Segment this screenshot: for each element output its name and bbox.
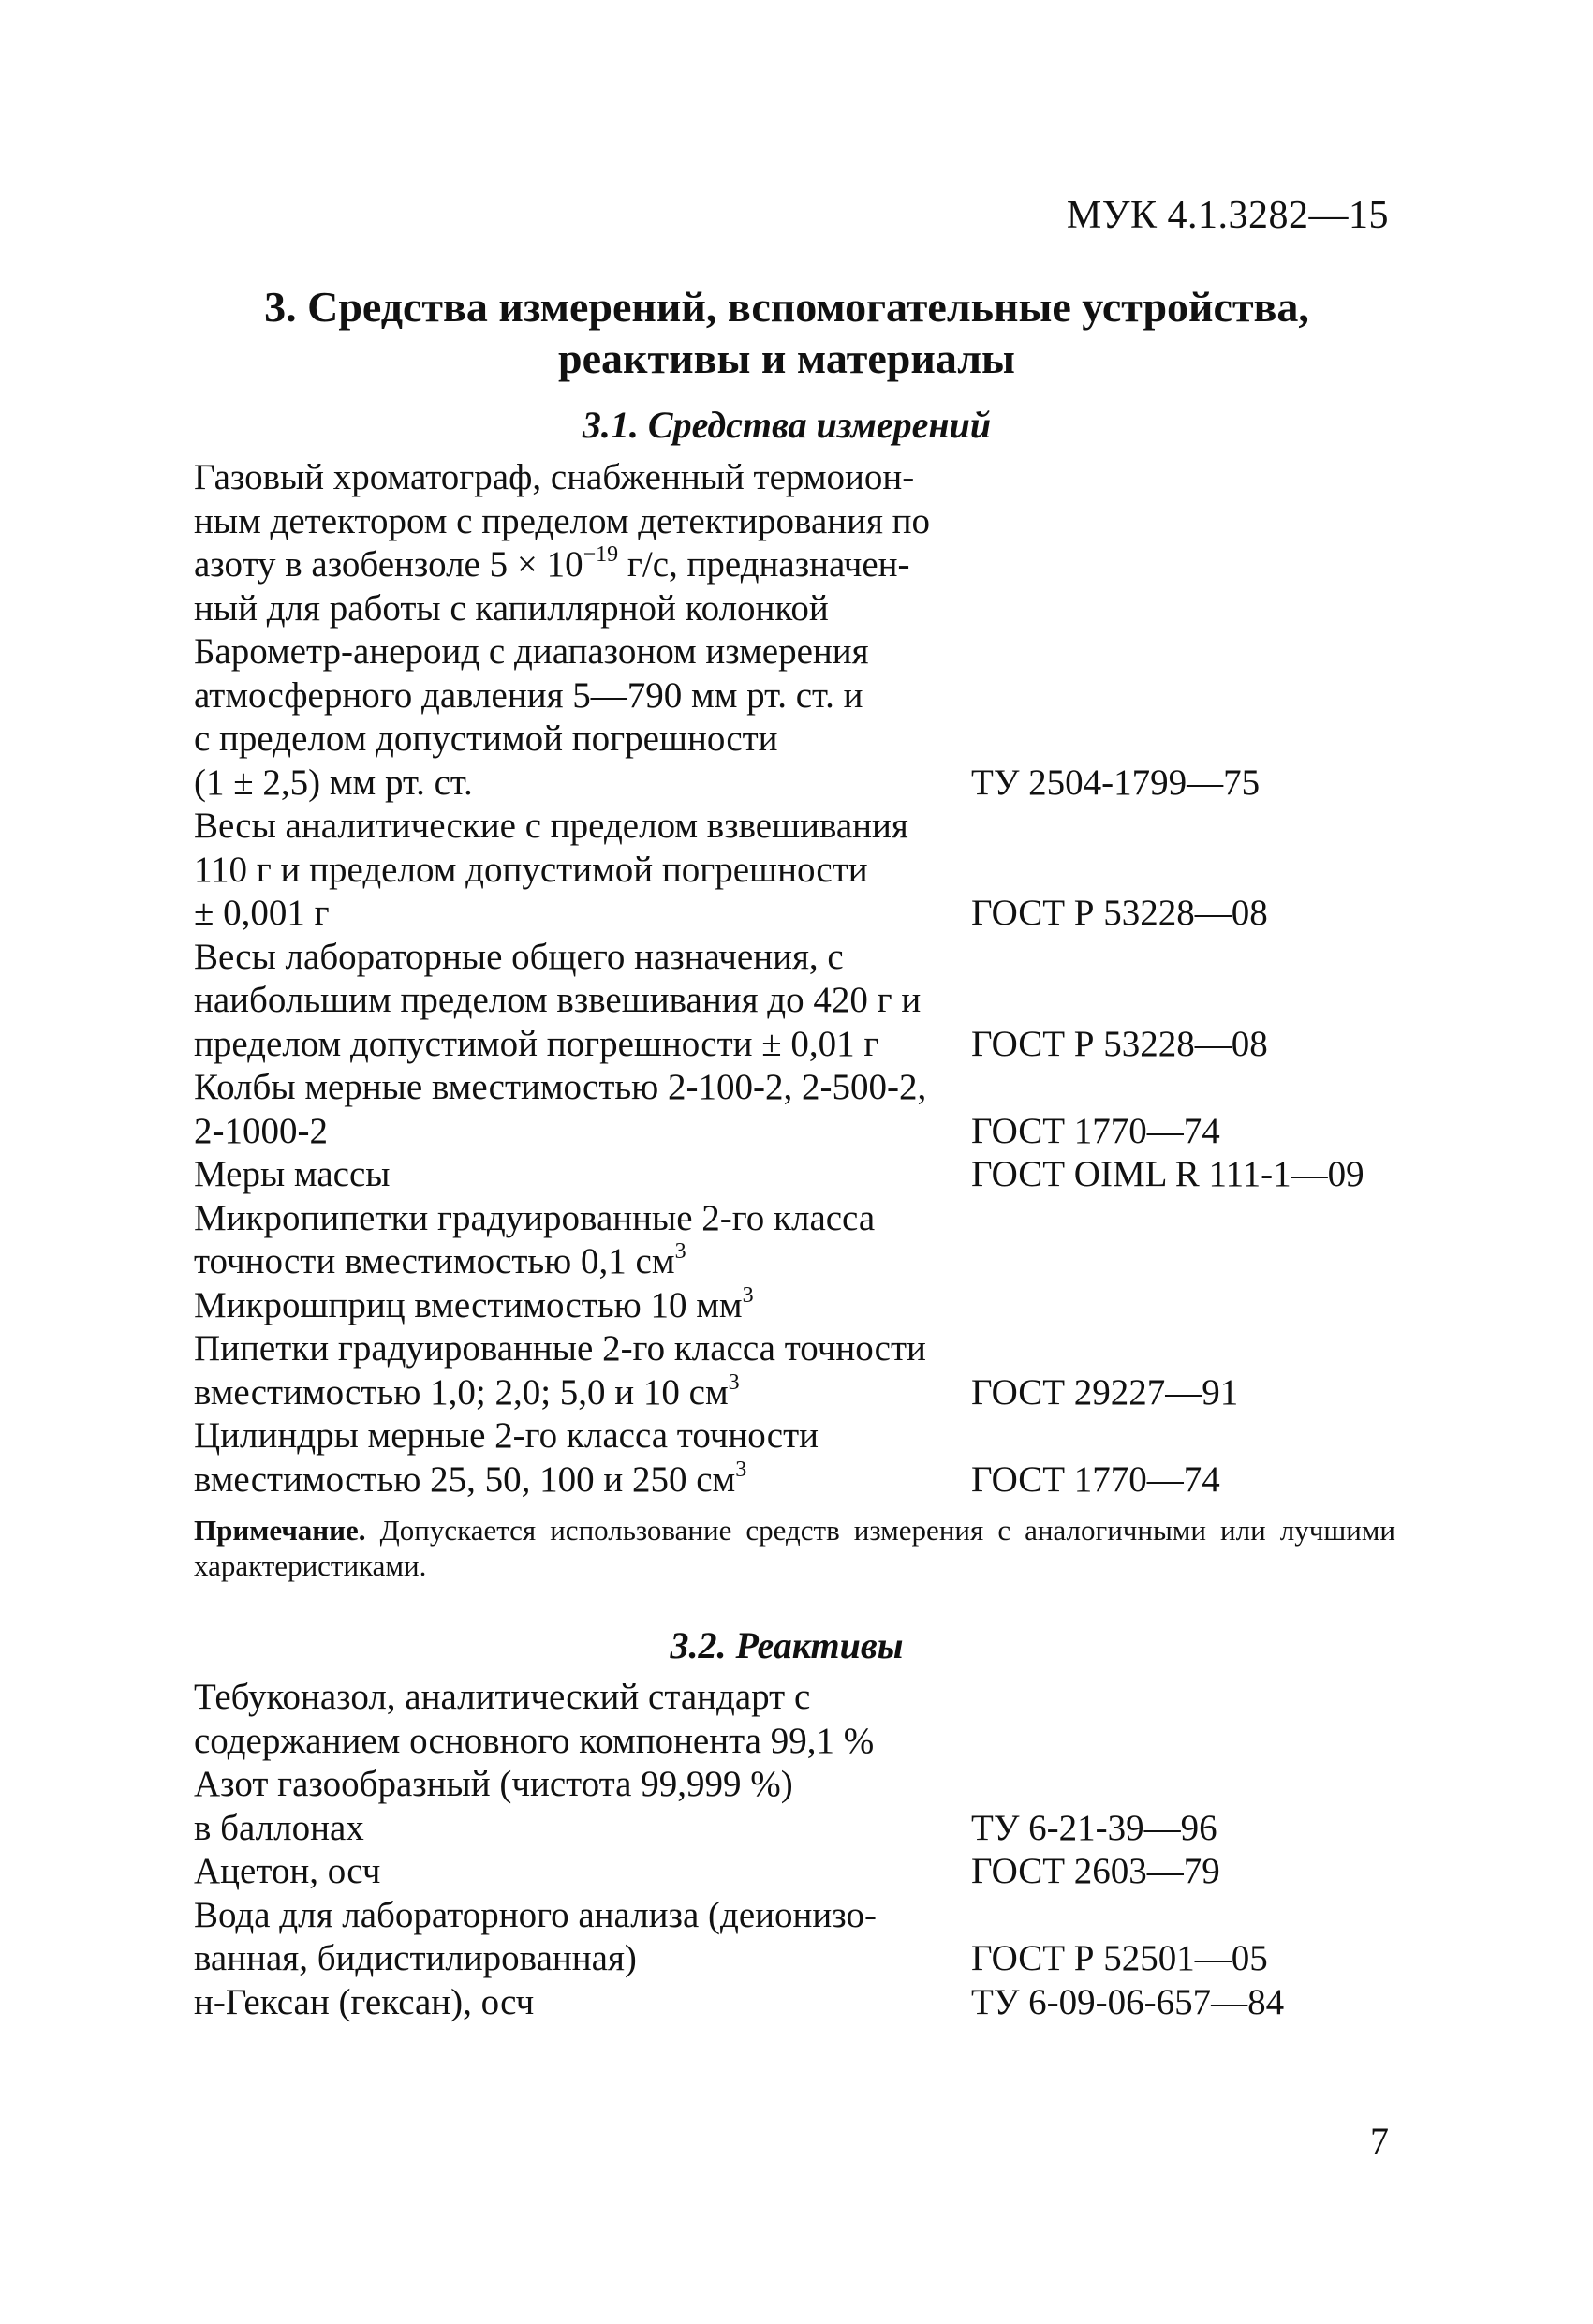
standard-reference: ТУ 6-09-06-657—84: [971, 1981, 1285, 2022]
list-item: Барометр-анероид с диапазоном измерения атмосферного давления 5—790 мм рт. ст. и с пределом допустимой погрешности (1 ± 2,5) мм рт. ст. ТУ 2504-1799—75: [194, 630, 1411, 805]
reagents-heading: 3.2. Реактивы: [670, 1624, 904, 1666]
list-item: Весы аналитические с пределом взвешивания 110 г и пределом допустимой погрешности ± 0,001 г ГОСТ Р 53228—08: [194, 805, 1411, 936]
standard-reference: ТУ 2504-1799—75: [971, 762, 1261, 803]
standard-reference: ГОСТ Р 52501—05: [971, 1938, 1268, 1978]
standard-reference: ГОСТ Р 53228—08: [971, 1023, 1268, 1064]
standard-reference: ГОСТ 29227—91: [971, 1371, 1239, 1413]
list-item: Газовый хроматограф, снабженный термоион- ным детектором с пределом детектирования по азоту в азобензоле $5 \times 10^{-19}$ г/с, предназначен- ный для работы с капиллярной колонкой: [194, 457, 931, 629]
list-item: Вода для лабораторного анализа (деионизо- ванная, бидистилированная) ГОСТ Р 52501—05: [194, 1894, 1411, 1981]
list-item: Азот газообразный (чистота 99,999 %) в баллонах ТУ 6-21-39—96: [194, 1763, 1411, 1850]
list-item: Весы лабораторные общего назначения, с наибольшим пределом взвешивания до 420 г и пределом допустимой погрешности ± 0,01 г ГОСТ Р 53228—08: [194, 936, 1411, 1067]
list-item: Колбы мерные вместимостью 2-100-2, 2-500-2, 2-1000-2 ГОСТ 1770—74: [194, 1066, 1411, 1153]
list-item: Ацетон, осч ГОСТ 2603—79: [194, 1850, 1411, 1894]
instruments-heading: 3.1. Средства измерений: [582, 404, 992, 446]
section-title-line: реактивы и материалы: [558, 334, 1015, 382]
standard-reference: ГОСТ Р 53228—08: [971, 893, 1268, 933]
note: [194, 1513, 1395, 1584]
reagents-list: [194, 1676, 1411, 2024]
section-title: [187, 281, 1386, 384]
document-code: МУК 4.1.3282—15: [1066, 194, 1389, 237]
list-item: Микропипетки градуированные 2-го класса точности вместимостью 0,1 $см^3$: [194, 1197, 876, 1281]
list-item: Меры массы ГОСТ OIML R 111-1—09: [194, 1153, 1411, 1197]
list-item: Цилиндры мерные 2-го класса точности вместимостью 25, 50, 100 и 250 $см^3$ ГОСТ 1770—74: [194, 1414, 1411, 1502]
standard-reference: ГОСТ OIML R 111-1—09: [971, 1154, 1364, 1194]
standard-reference: ТУ 6-21-39—96: [971, 1807, 1217, 1848]
list-item: н-Гексан (гексан), осч ТУ 6-09-06-657—84: [194, 1981, 1411, 2025]
list-item: Тебуконазол, аналитический стандарт с содержанием основного компонента 99,1 %: [194, 1677, 875, 1761]
list-item: Микрошприц вместимостью 10 $мм^3$: [194, 1282, 754, 1325]
note-text: Допускается использование средств измерения с аналогичными или лучшими характеристиками.: [194, 1514, 1395, 1582]
standard-reference: ГОСТ 1770—74: [971, 1458, 1220, 1500]
note-label: Примечание.: [194, 1514, 366, 1547]
list-item: Пипетки градуированные 2-го класса точности вместимостью 1,0; 2,0; 5,0 и 10 $см^3$ ГОСТ 29227—91: [194, 1327, 1411, 1414]
standard-reference: ГОСТ 2603—79: [971, 1851, 1220, 1891]
standard-reference: ГОСТ 1770—74: [971, 1110, 1220, 1151]
instruments-list: [194, 456, 1411, 1502]
page-number: 7: [1370, 2120, 1389, 2162]
section-title-line: 3. Средства измерений, вспомогательные устройства,: [264, 283, 1309, 331]
